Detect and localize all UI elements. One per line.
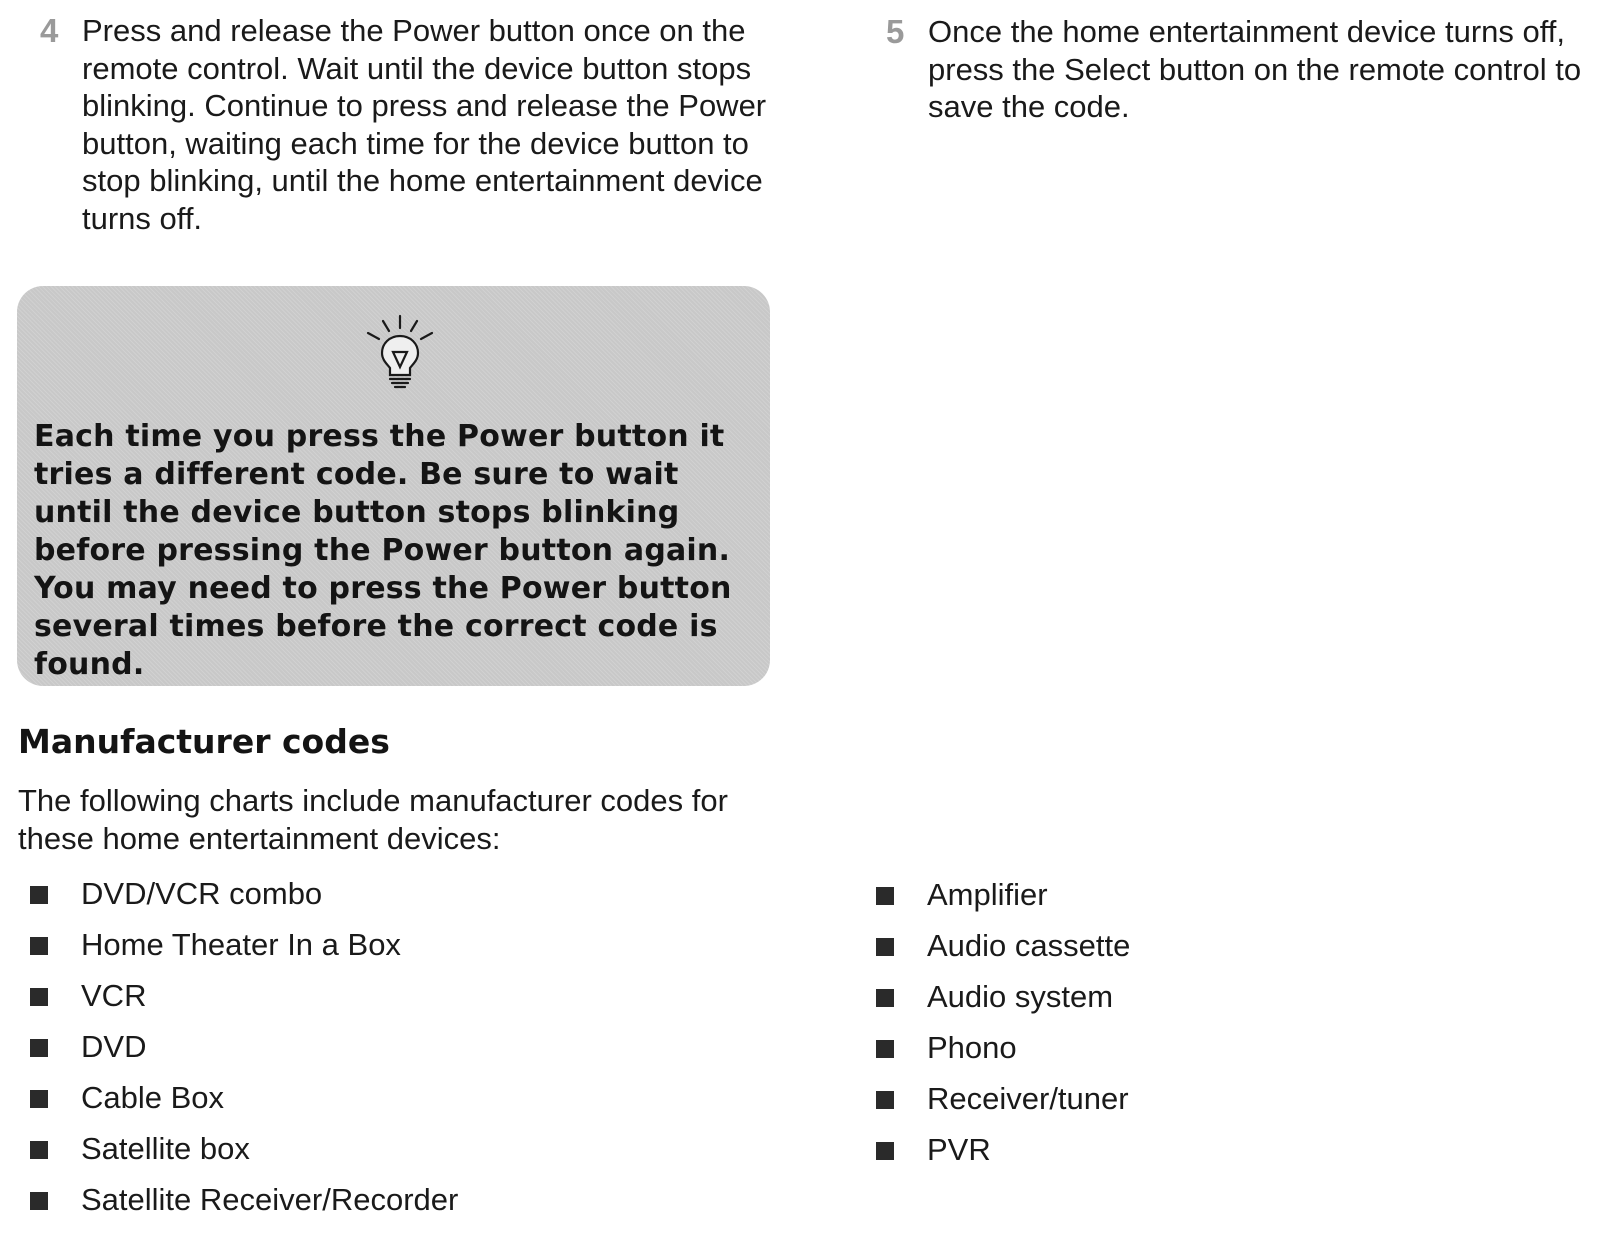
list-item: Satellite Receiver/Recorder — [30, 1182, 750, 1233]
bullet-icon — [30, 1192, 48, 1210]
bullet-icon — [30, 1039, 48, 1057]
bullet-icon — [30, 988, 48, 1006]
list-item: Home Theater In a Box — [30, 927, 750, 978]
bullet-icon — [876, 1142, 894, 1160]
list-item: Satellite box — [30, 1131, 750, 1182]
tip-text: Each time you press the Power button it tries a different code. Be sure to wait until the device button stops blinking before pressing the Power button again. You may need to press the Power button several times before the correct code is found. — [34, 419, 732, 682]
device-list-left — [30, 876, 750, 1233]
list-item: DVD/VCR combo — [30, 876, 750, 927]
list-item: Receiver/tuner — [876, 1081, 1476, 1132]
tip-box — [17, 286, 770, 686]
bullet-icon — [876, 989, 894, 1007]
lightbulb-icon — [360, 313, 440, 393]
step-text: Once the home entertainment device turns off, press the Select button on the remote control to save the code. — [928, 14, 1582, 124]
step-number: 5 — [886, 13, 905, 50]
list-item: Audio system — [876, 979, 1476, 1030]
bullet-icon — [30, 1141, 48, 1159]
list-item: PVR — [876, 1132, 1476, 1183]
list-item: Cable Box — [30, 1080, 750, 1131]
list-item: Audio cassette — [876, 928, 1476, 979]
bullet-icon — [876, 887, 894, 905]
list-item: DVD — [30, 1029, 750, 1080]
step-number: 4 — [40, 12, 59, 49]
bullet-icon — [30, 937, 48, 955]
section-intro: The following charts include manufacturer codes for these home entertainment devices: — [18, 783, 728, 856]
list-item: Amplifier — [876, 877, 1476, 928]
section-heading: Manufacturer codes — [18, 722, 390, 761]
list-item: VCR — [30, 978, 750, 1029]
bullet-icon — [30, 1090, 48, 1108]
bullet-icon — [876, 1040, 894, 1058]
bullet-icon — [30, 886, 48, 904]
device-list-right — [876, 877, 1476, 1183]
step-text: Press and release the Power button once on the remote control. Wait until the device button stops blinking. Continue to press and release the Power button, waiting each time for the device button to stop blinking, until the home entertainment device turns off. — [82, 13, 767, 236]
list-item: Phono — [876, 1030, 1476, 1081]
bullet-icon — [876, 1091, 894, 1109]
bullet-icon — [876, 938, 894, 956]
